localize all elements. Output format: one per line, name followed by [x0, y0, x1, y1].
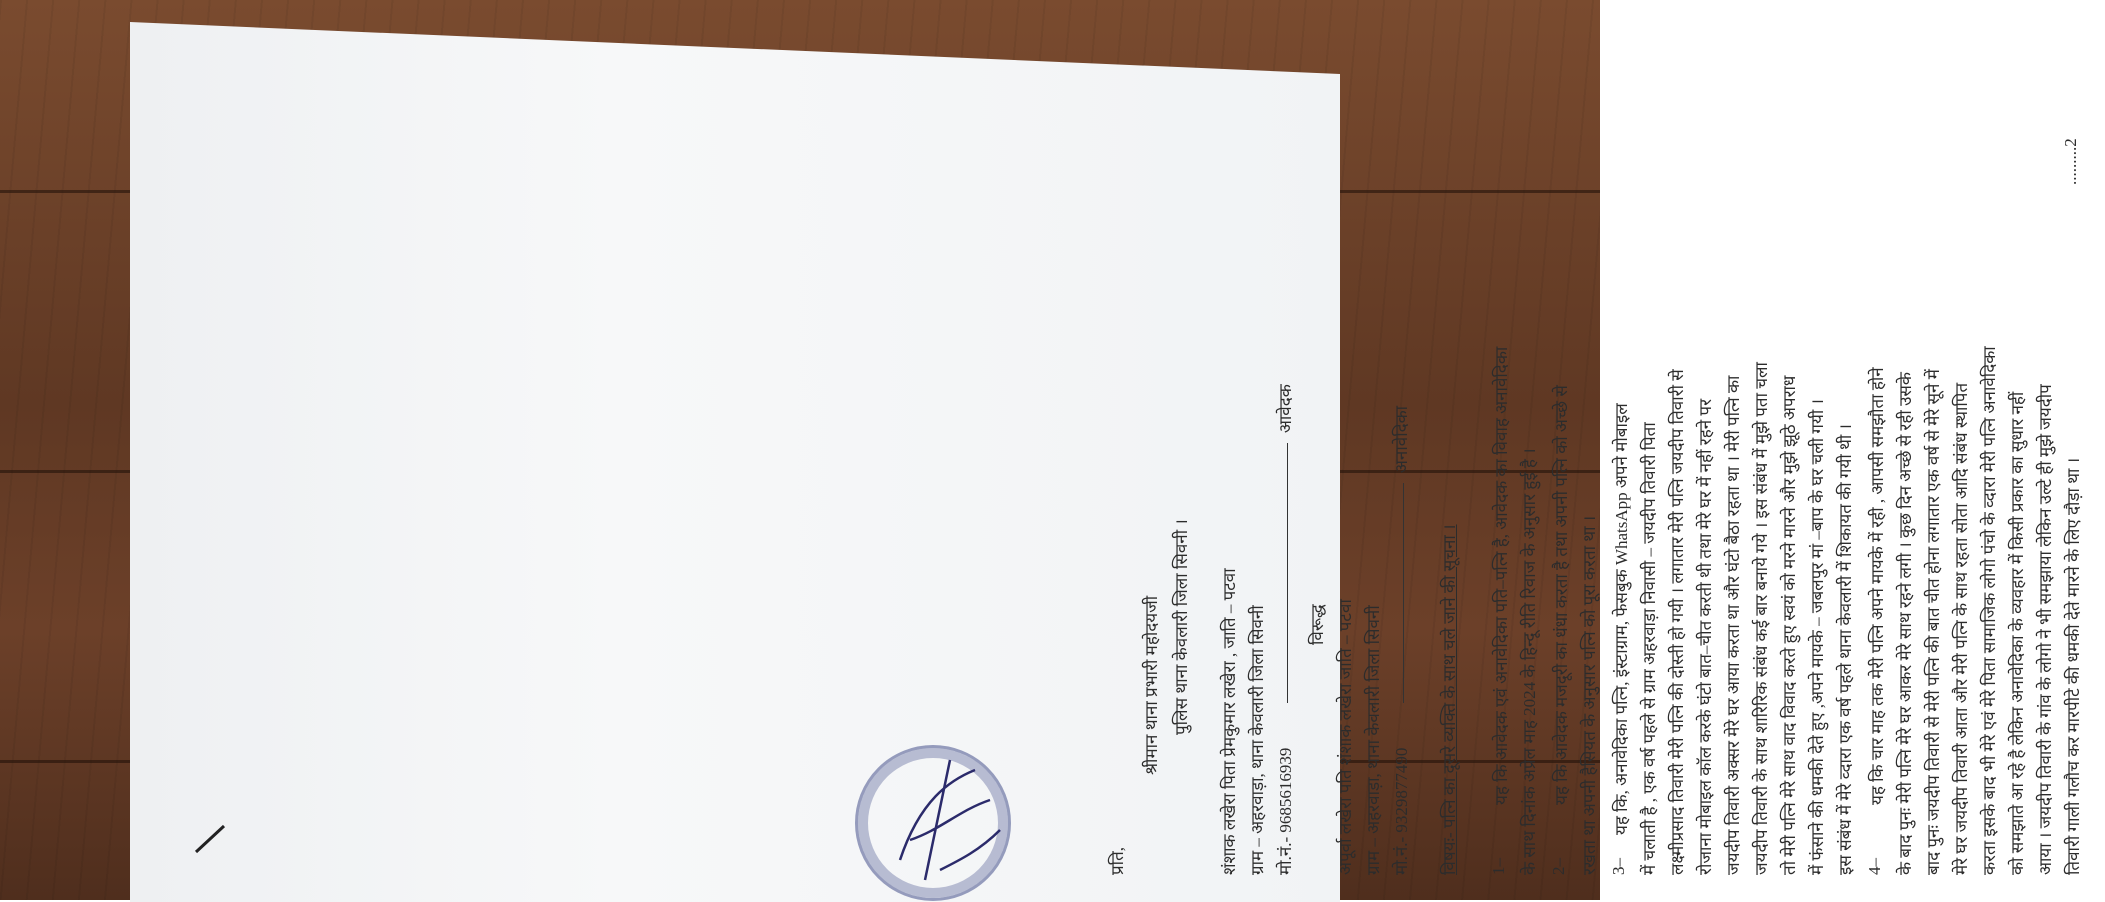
paragraph-line: यह कि, अनावेदिका पत्नि, इंस्टाग्राम, फेसबुक WhatsApp अपने मोबाइल — [1612, 403, 1631, 835]
respondent-address: ग्राम – अहरवाड़ा, थाना केवलारी जिला सिवनी — [1364, 605, 1383, 875]
paragraph-line: यह कि आवेदक एवं अनावेदिका पति–पत्नि है, आवेदक का विवाह अनावेदिका — [1492, 346, 1511, 805]
paragraph-line: मेरे घर जयदीप तिवारी आता और मेरी पत्नि के साथ रहता सोता आदि संबंध स्थापित — [1952, 382, 1971, 875]
recipient-line-2: पुलिस थाना केवलारी जिला सिवनी । — [1172, 519, 1191, 735]
respondent-mobile: मो.नं.- 9329877490 — [1392, 747, 1411, 875]
point-number: 2– — [1549, 858, 1568, 875]
letter-content — [1105, 75, 2105, 875]
paragraph-line: के बाद पुनः मेरी पत्नि मेरे घर आकर मेरे साथ रहने लगी । कुछ दिन अच्छे से रही उसके — [1896, 372, 1915, 875]
staple-pin-icon — [192, 818, 228, 858]
point-number: 1– — [1489, 858, 1508, 875]
paragraph-line: रोजाना मोबाइल कॉल करके घंटो बात–चीत करती थी तथा मेरे घर में नहीं रहने पर — [1696, 398, 1715, 875]
respondent-name: अपूर्वा लखेरा पति शंशाक लखेरा जाति – पटवा — [1336, 599, 1355, 875]
paragraph-line: यह कि चार माह तक मेरी पत्नि अपने मायके में रही , आपसी समझौता होने — [1868, 367, 1887, 805]
paragraph-line: तिवारी गाली गलौच कर मारपीटे की धमकी देते मारने के लिए दौड़ा था । — [2064, 457, 2083, 875]
point-number: 3– — [1609, 858, 1628, 875]
recipient-line-1: श्रीमान थाना प्रभारी महोदयजी — [1142, 595, 1161, 775]
signature-line — [1287, 443, 1288, 703]
paragraph-line: करता इसके बाद भी मेरे एवं मेरे पिता सामाजिक लोगो पंचो के व्दारा मेरी पत्नि अनावेदिका — [1980, 346, 1999, 875]
applicant-name: शंशाक लखेरा पिता प्रेमकुमार लखेरा , जाति – पटवा — [1220, 568, 1239, 875]
paragraph-line: में फंसाने की धमकी देते हुए ,अपने मायके – जबलपुर मां –बाप के घर चली गयी । — [1808, 399, 1827, 875]
handwritten-signature-icon — [880, 740, 1010, 890]
paragraph-line: जयदीप तिवारी के साथ शारिरिक संबंध कई बार बनाये गये । इस संबंध में मुझे पता चला — [1752, 362, 1771, 875]
paragraph-line: के साथ दिनांक अप्रेल माह 2024 के हिन्दू रीति रिवाज के अनुसार हुई है । — [1520, 448, 1539, 875]
page-continue-marker: .........2 — [2061, 138, 2080, 185]
paragraph-line: इस संबंध में मेरे व्दारा एक वर्ष पहले थाना केवलारी में शिकायत की गयी थी । — [1836, 424, 1855, 875]
paragraph-line: आया । जयदीप तिवारी के गांव के लोगो ने भी समझाया लेकिन उल्टे ही मुझे जयदीप — [2036, 384, 2055, 875]
applicant-address: ग्राम – अहरवाड़ा, थाना केवलारी जिला सिवनी — [1248, 605, 1267, 875]
paragraph-line: तो मेरी पत्नि मेरे साथ वाद विवाद करते हुए स्वयं को मरने मारने और मुझे झूठे अपराध — [1780, 375, 1799, 875]
paragraph-line: को समझाते आ रहे है लेकिन अनावेदिका के व्यवहार में किसी प्रकार का सुधार नहीं — [2008, 391, 2027, 875]
salutation: प्रति, — [1108, 846, 1127, 875]
paragraph-line: रखता था अपनी हैसियत के अनुसार पत्नि को पूरा करता था । — [1580, 515, 1599, 875]
applicant-mobile: मो.नं.- 9685616939 — [1276, 747, 1295, 875]
paragraph-line: लक्ष्मीप्रसाद तिवारी मेरी पत्नि की दोस्ती हो गयी । लगातार मेरी पत्नि जयदीप तिवारी से — [1668, 369, 1687, 875]
paragraph-line: जयदीप तिवारी अक्सर मेरे घर आया करता था और घंटो बैठा रहता था । मेरी पत्नि का — [1724, 375, 1743, 875]
applicant-mobile-row — [1273, 384, 1296, 875]
paragraph-line: बाद पुनः जयदीप तिवारी से मेरी पत्नि की बात चीत होना लगातार एक वर्ष से मेरे सूने में — [1924, 369, 1943, 875]
paragraph-line: यह कि आवेदक मजदूरी का धंधा करता है तथा अपनी पत्नि को अच्छे से — [1552, 385, 1571, 805]
subject-line: विषयः- पत्नि का दूसरे व्यक्ति के साथ चले जाने की सूचना । — [1440, 524, 1459, 875]
respondent-role: अनावेदिका — [1392, 405, 1411, 474]
point-number: 4– — [1865, 858, 1884, 875]
applicant-role: आवेदक — [1276, 384, 1295, 434]
respondent-mobile-row — [1389, 406, 1412, 875]
paragraph-line: में चलाती है , एक वर्ष पहले से ग्राम अहरवाड़ा निवासी – जयदीप तिवारी पिता — [1640, 422, 1659, 875]
versus-label: विरूद्ध — [1308, 604, 1327, 645]
signature-line — [1403, 483, 1404, 703]
